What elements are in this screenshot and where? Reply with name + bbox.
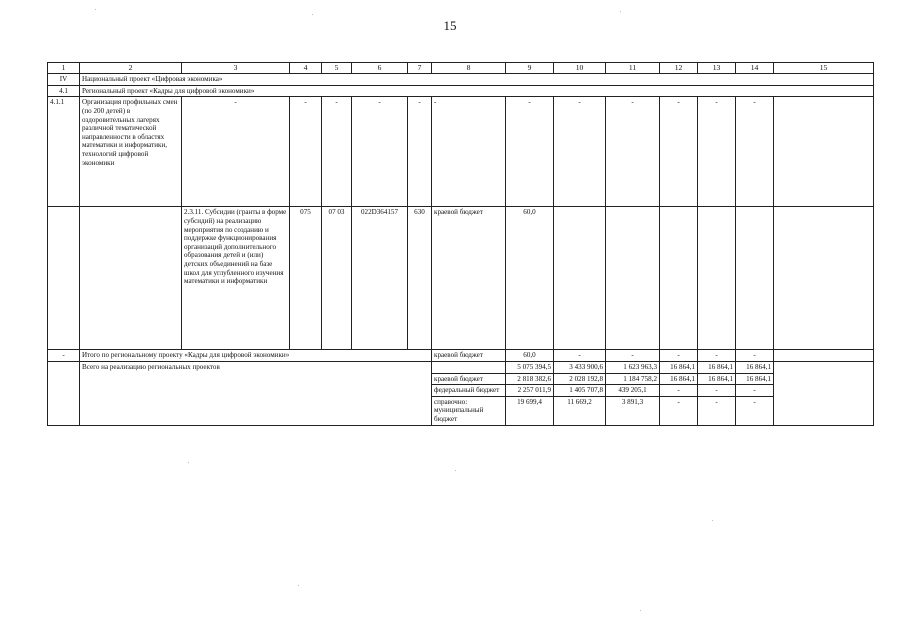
row-subsidy — [48, 207, 874, 350]
header-cell: 8 — [432, 63, 506, 74]
row-total-regional — [48, 350, 874, 362]
amount-col10: 11 669,2 — [554, 396, 606, 425]
budget-table — [47, 62, 874, 426]
measure-name: Организация профильных смен (по 200 детей) в оздоровительных лагерях различной тематической направленности в областях математики и информатики, технологий цифровой экономики — [80, 97, 182, 207]
cell-col12: - — [660, 97, 698, 207]
budget-code-col4: 075 — [290, 207, 322, 350]
amount-col14: - — [736, 385, 774, 397]
section-number: IV — [48, 73, 80, 85]
row-grand-total — [48, 361, 874, 373]
header-cell: 1 — [48, 63, 80, 74]
funding-source — [432, 361, 506, 373]
grand-total-label: Всего на реализацию региональных проектов — [80, 361, 432, 425]
amount-col12: - — [660, 396, 698, 425]
funding-source: краевой бюджет — [432, 207, 506, 350]
amount-col9: 19 699,4 — [506, 396, 554, 425]
amount-col14: - — [736, 396, 774, 425]
scan-speck — [312, 14, 313, 15]
header-cell: 2 — [80, 63, 182, 74]
amount-col9: 60,0 — [506, 207, 554, 350]
cell-col11 — [606, 207, 660, 350]
amount-col11: 3 891,3 — [606, 396, 660, 425]
amount-col9: 2 257 011,9 — [506, 385, 554, 397]
section-title: Региональный проект «Кадры для цифровой экономики» — [80, 85, 874, 97]
cell-col9: - — [506, 97, 554, 207]
cell-col1 — [48, 207, 80, 350]
cell-col10: - — [554, 97, 606, 207]
row-4-1-1 — [48, 97, 874, 207]
cell-col15 — [774, 207, 874, 350]
cell-col5: - — [322, 97, 352, 207]
amount-col13: - — [698, 350, 736, 362]
header-cell: 13 — [698, 63, 736, 74]
header-cell: 4 — [290, 63, 322, 74]
row-number: 4.1.1 — [48, 97, 80, 207]
row-number: - — [48, 350, 80, 362]
header-cell: 7 — [408, 63, 432, 74]
amount-col13: - — [698, 396, 736, 425]
amount-col12: - — [660, 350, 698, 362]
amount-col9: 5 075 394,5 — [506, 361, 554, 373]
amount-col13: 16 864,1 — [698, 373, 736, 385]
header-cell: 6 — [352, 63, 408, 74]
amount-col12: - — [660, 385, 698, 397]
scan-speck — [298, 585, 299, 586]
amount-col9: 2 818 382,6 — [506, 373, 554, 385]
amount-col11: 1 623 963,3 — [606, 361, 660, 373]
funding-source: краевой бюджет — [432, 373, 506, 385]
cell-col11: - — [606, 97, 660, 207]
cell-col6: - — [352, 97, 408, 207]
funding-source: федеральный бюджет — [432, 385, 506, 397]
amount-col11: - — [606, 350, 660, 362]
measure-description: 2.3.11. Субсидии (гранты в форме субсидий) на реализацию мероприятия по созданию и поддержке функционирования организаций дополнительного образования детей и (или) детских объединений на базе школ для углубленного изучения математики и информатики — [182, 207, 290, 350]
scan-speck — [188, 462, 189, 463]
budget-code-col7: 630 — [408, 207, 432, 350]
scan-speck — [640, 610, 641, 611]
funding-source: справочно: муниципальный бюджет — [432, 396, 506, 425]
amount-col14: 16 864,1 — [736, 361, 774, 373]
cell-col13: - — [698, 97, 736, 207]
header-cell: 9 — [506, 63, 554, 74]
scan-speck — [95, 9, 96, 10]
section-number: 4.1 — [48, 85, 80, 97]
amount-col14: 16 864,1 — [736, 373, 774, 385]
header-cell: 12 — [660, 63, 698, 74]
cell-col2 — [80, 207, 182, 350]
header-cell: 5 — [322, 63, 352, 74]
cell-col12 — [660, 207, 698, 350]
amount-col11: 439 205,1 — [606, 385, 660, 397]
cell-col10 — [554, 207, 606, 350]
cell-col3: - — [182, 97, 290, 207]
amount-col12: 16 864,1 — [660, 373, 698, 385]
total-label: Итого по региональному проекту «Кадры для цифровой экономики» — [80, 350, 432, 362]
amount-col11: 1 184 758,2 — [606, 373, 660, 385]
page-number: 15 — [443, 18, 457, 33]
header-cell: 10 — [554, 63, 606, 74]
cell-col14: - — [736, 97, 774, 207]
funding-source: краевой бюджет — [432, 350, 506, 362]
section-row-iv — [48, 73, 874, 85]
cell-col15 — [774, 361, 874, 425]
amount-col13: - — [698, 385, 736, 397]
header-cell: 3 — [182, 63, 290, 74]
budget-code-col5: 07 03 — [322, 207, 352, 350]
amount-col12: 16 864,1 — [660, 361, 698, 373]
cell-col7: - — [408, 97, 432, 207]
scan-speck — [712, 520, 713, 521]
cell-col1 — [48, 361, 80, 425]
scan-speck — [620, 11, 621, 12]
amount-col14: - — [736, 350, 774, 362]
scan-speck — [455, 470, 456, 471]
amount-col10: - — [554, 350, 606, 362]
header-cell: 11 — [606, 63, 660, 74]
cell-col8: - — [432, 97, 506, 207]
section-title: Национальный проект «Цифровая экономика» — [80, 73, 874, 85]
budget-code-col6: 022D364157 — [352, 207, 408, 350]
amount-col10: 1 405 707,8 — [554, 385, 606, 397]
amount-col13: 16 864,1 — [698, 361, 736, 373]
header-cell: 14 — [736, 63, 774, 74]
amount-col10: 2 028 192,8 — [554, 373, 606, 385]
cell-col14 — [736, 207, 774, 350]
cell-col13 — [698, 207, 736, 350]
cell-col4: - — [290, 97, 322, 207]
header-row — [48, 63, 874, 74]
header-cell: 15 — [774, 63, 874, 74]
cell-col15 — [774, 350, 874, 362]
section-row-4-1 — [48, 85, 874, 97]
amount-col10: 3 433 900,6 — [554, 361, 606, 373]
cell-col15 — [774, 97, 874, 207]
amount-col9: 60,0 — [506, 350, 554, 362]
